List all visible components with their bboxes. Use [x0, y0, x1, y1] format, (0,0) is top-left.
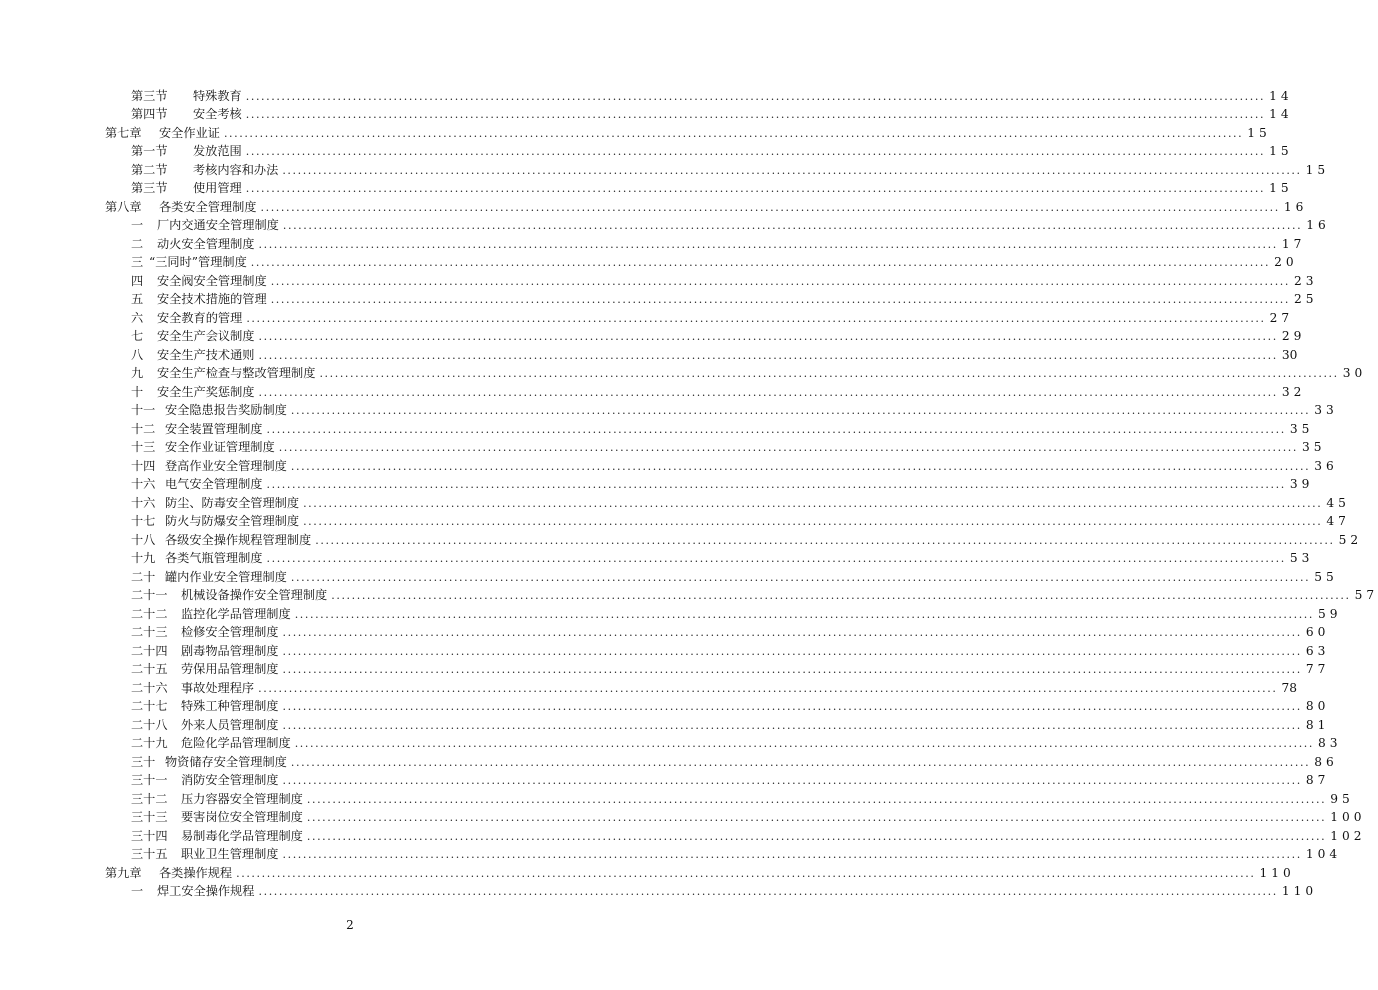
toc-entry-heading [0, 107, 242, 121]
toc-entry-heading [0, 311, 242, 325]
toc-entry-number: 十六 [131, 495, 156, 510]
toc-row [0, 140, 1293, 159]
toc-entry-title: 安全生产会议制度 [157, 329, 255, 343]
toc-entry-number: 第二节 [131, 162, 168, 177]
toc-entry-heading [0, 218, 279, 232]
toc-entry-heading [0, 847, 279, 861]
toc-entry-title: 考核内容和办法 [193, 162, 279, 177]
toc-entry-number: 二十六 [131, 680, 168, 695]
toc-entry-page: 100 [1330, 810, 1366, 824]
toc-leader-dots: ........................................................................................................................................................................................................ [282, 700, 1302, 713]
toc-entry-title: 机械设备操作安全管理制度 [181, 588, 328, 602]
toc-row [0, 806, 1366, 825]
toc-entry-heading [0, 755, 287, 769]
toc-leader-dots: ........................................................................................................................................................................................................ [282, 663, 1302, 676]
toc-row [0, 362, 1367, 381]
toc-entry-number: 二十五 [131, 662, 168, 676]
toc-entry-title: 安全作业证管理制度 [165, 440, 275, 454]
toc-row [0, 750, 1338, 769]
toc-entry-heading [0, 255, 247, 269]
toc-leader-dots: ........................................................................................................................................................................................................ [282, 848, 1302, 861]
toc-entry-heading [0, 884, 255, 898]
toc-row [0, 177, 1293, 196]
toc-leader-dots: ........................................................................................................................................................................................................ [282, 219, 1303, 232]
toc-entry-title: 安全教育的管理 [157, 310, 243, 325]
toc-entry-heading [0, 588, 327, 602]
toc-leader-dots: ........................................................................................................................................................................................................ [303, 496, 1323, 510]
toc-row [0, 547, 1314, 566]
toc-entry-number: 十四 [131, 458, 156, 473]
toc-leader-dots: ........................................................................................................................................................................................................ [236, 866, 1256, 880]
toc-entry-page: 36 [1314, 458, 1338, 473]
toc-entry-heading [0, 551, 263, 565]
toc-entry-page: 33 [1314, 403, 1338, 417]
toc-entry-title: 罐内作业安全管理制度 [165, 569, 287, 584]
toc-leader-dots: ........................................................................................................................................................................................................ [266, 422, 1286, 436]
toc-entry-page: 77 [1305, 662, 1330, 676]
toc-entry-page: 57 [1354, 588, 1378, 602]
toc-leader-dots: ........................................................................................................................................................................................................ [258, 237, 1278, 251]
toc-entry-title: 电气安全管理制度 [165, 477, 263, 491]
toc-entry-number: 二十三 [131, 625, 168, 639]
toc-entry-page: 87 [1305, 773, 1330, 787]
toc-entry-number: 七 [131, 329, 144, 343]
toc-entry-number: 二十 [131, 569, 156, 584]
toc-entry-number: 第三节 [131, 181, 168, 195]
toc-entry-title: 物资储存安全管理制度 [165, 754, 287, 769]
toc-entry-number: 三十三 [131, 810, 168, 824]
toc-leader-dots: ........................................................................................................................................................................................................ [306, 792, 1327, 806]
toc-entry-number: 三十 [131, 754, 156, 769]
toc-row [0, 787, 1354, 806]
toc-entry-number: 十七 [131, 514, 156, 528]
toc-entry-heading [0, 200, 257, 214]
toc-entry-number: 三十五 [131, 847, 168, 861]
toc-entry-number: 二 [131, 236, 144, 251]
toc-entry-number: 十三 [131, 440, 156, 454]
toc-entry-page: 110 [1281, 884, 1318, 898]
toc-entry-heading [0, 422, 263, 436]
toc-entry-number: 二十二 [131, 606, 168, 621]
toc-entry-title: 职业卫生管理制度 [181, 847, 279, 861]
toc-entry-heading [0, 625, 279, 639]
toc-row [0, 565, 1338, 584]
toc-entry-title: 消防安全管理制度 [181, 773, 279, 787]
toc-row [0, 380, 1306, 399]
toc-entry-number: 二十一 [131, 588, 168, 602]
toc-row [0, 251, 1298, 270]
toc-leader-dots: ........................................................................................................................................................................................................ [258, 348, 1278, 362]
toc-entry-page: 110 [1259, 865, 1295, 880]
toc-entry-page: 16 [1283, 199, 1308, 214]
toc-entry-title: 安全生产检查与整改管理制度 [157, 366, 316, 380]
toc-entry-heading [0, 533, 311, 547]
toc-row [0, 269, 1318, 288]
toc-entry-page: 14 [1269, 107, 1293, 121]
toc-leader-dots: ........................................................................................................................................................................................................ [282, 626, 1302, 639]
toc-entry-heading [0, 144, 242, 158]
toc-entry-title: 发放范围 [193, 144, 242, 158]
toc-row [0, 602, 1342, 621]
toc-entry-title: 动火安全管理制度 [157, 236, 255, 251]
toc-entry-heading [0, 773, 279, 787]
toc-entry-title: 剧毒物品管理制度 [181, 643, 279, 658]
toc-entry-page: 102 [1330, 828, 1366, 843]
toc-entry-number: 二十九 [131, 736, 168, 750]
toc-entry-heading [0, 403, 287, 417]
toc-leader-dots: ........................................................................................................................................................................................................ [282, 644, 1302, 658]
toc-leader-dots: ........................................................................................................................................................................................................ [319, 367, 1339, 380]
toc-entry-heading [0, 736, 291, 750]
toc-entry-heading [0, 274, 267, 288]
toc-entry-heading [0, 496, 299, 510]
toc-entry-page: 95 [1330, 791, 1354, 806]
toc-entry-title: 易制毒化学品管理制度 [181, 828, 303, 843]
toc-entry-number: 五 [131, 292, 144, 306]
toc-entry-title: 各类气瓶管理制度 [165, 551, 263, 565]
toc-entry-number: 四 [131, 273, 144, 288]
toc-entry-heading [0, 459, 287, 473]
toc-entry-heading [0, 348, 255, 362]
toc-entry-number: 十二 [131, 421, 156, 436]
toc-entry-title: 安全技术措施的管理 [157, 292, 267, 306]
toc-entry-heading [0, 681, 254, 695]
toc-entry-title: 登高作业安全管理制度 [165, 458, 287, 473]
toc-entry-heading [0, 163, 278, 177]
toc-row [0, 343, 1298, 362]
toc-leader-dots: ........................................................................................................................................................................................................ [290, 570, 1311, 584]
toc-entry-page: 53 [1289, 551, 1314, 565]
toc-row [0, 658, 1330, 677]
toc-entry-page: 52 [1338, 532, 1363, 547]
toc-entry-title: 安全生产奖惩制度 [157, 384, 255, 399]
toc-leader-dots: ........................................................................................................................................................................................................ [303, 515, 1323, 528]
toc-entry-page: 29 [1281, 329, 1306, 343]
toc-entry-number: 三 [131, 255, 144, 269]
toc-entry-title: 外来人员管理制度 [181, 717, 279, 732]
toc-entry-number: 第九章 [105, 865, 142, 880]
toc-leader-dots: ........................................................................................................................................................................................................ [246, 311, 1266, 325]
toc-entry-page: 104 [1305, 847, 1342, 861]
toc-entry-page: 30 [1281, 347, 1298, 362]
toc-entry-heading [0, 385, 255, 399]
toc-entry-page: 25 [1294, 292, 1318, 306]
toc-leader-dots: ........................................................................................................................................................................................................ [290, 404, 1311, 417]
toc-row [0, 732, 1342, 751]
toc-leader-dots: ........................................................................................................................................................................................................ [315, 533, 1335, 547]
toc-entry-page: 15 [1269, 144, 1293, 158]
toc-entry-page: 63 [1305, 643, 1330, 658]
toc-row [0, 639, 1330, 658]
page-number: 2 [346, 918, 354, 932]
toc-entry-page: 15 [1247, 125, 1271, 140]
toc-row [0, 880, 1318, 899]
toc-row [0, 621, 1330, 640]
toc-row [0, 399, 1338, 418]
toc-leader-dots: ........................................................................................................................................................................................................ [245, 108, 1266, 121]
toc-entry-number: 八 [131, 347, 144, 362]
toc-entry-number: 第三节 [131, 88, 168, 103]
toc-row [0, 528, 1363, 547]
toc-entry-number: 第八章 [105, 199, 142, 214]
toc-leader-dots: ........................................................................................................................................................................................................ [266, 552, 1286, 565]
toc-entry-page: 45 [1326, 495, 1350, 510]
toc-entry-number: 二十七 [131, 699, 168, 713]
toc-entry-number: 二十八 [131, 717, 168, 732]
toc-leader-dots: ........................................................................................................................................................................................................ [245, 182, 1266, 195]
toc-entry-number: 十一 [131, 403, 156, 417]
toc-leader-dots: ........................................................................................................................................................................................................ [282, 718, 1302, 732]
toc-entry-page: 86 [1314, 754, 1338, 769]
toc-entry-heading [0, 866, 232, 880]
toc-row [0, 325, 1306, 344]
toc-entry-page: 80 [1305, 699, 1330, 713]
toc-row [0, 769, 1330, 788]
toc-leader-dots: ........................................................................................................................................................................................................ [306, 811, 1327, 824]
toc-leader-dots: ........................................................................................................................................................................................................ [270, 293, 1291, 306]
toc-leader-dots: ........................................................................................................................................................................................................ [306, 829, 1327, 843]
toc-leader-dots: ........................................................................................................................................................................................................ [294, 737, 1315, 750]
toc-entry-title: 要害岗位安全管理制度 [181, 810, 303, 824]
toc-row [0, 306, 1294, 325]
toc-entry-page: 47 [1326, 514, 1350, 528]
toc-entry-title: 厂内交通安全管理制度 [157, 218, 279, 232]
toc-entry-heading [0, 89, 242, 103]
toc-entry-title: 压力容器安全管理制度 [181, 791, 303, 806]
toc-entry-page: 15 [1305, 162, 1330, 177]
toc-entry-title: 防火与防爆安全管理制度 [165, 514, 300, 528]
toc-entry-heading [0, 181, 242, 195]
toc-entry-page: 17 [1281, 236, 1306, 251]
toc-entry-page: 15 [1269, 181, 1293, 195]
toc-entry-title: 各级安全操作规程管理制度 [165, 532, 312, 547]
toc-entry-heading [0, 829, 303, 843]
toc-entry-page: 60 [1305, 625, 1330, 639]
toc-entry-heading [0, 644, 279, 658]
toc-leader-dots: ........................................................................................................................................................................................................ [258, 681, 1278, 695]
toc-leader-dots: ........................................................................................................................................................................................................ [258, 385, 1278, 399]
toc-row [0, 861, 1295, 880]
toc-entry-page: 78 [1281, 680, 1297, 695]
toc-entry-heading [0, 126, 220, 140]
toc-entry-title: 安全考核 [193, 107, 242, 121]
toc-leader-dots: ........................................................................................................................................................................................................ [260, 200, 1280, 214]
toc-row [0, 121, 1271, 140]
toc-row [0, 695, 1330, 714]
toc-leader-dots: ........................................................................................................................................................................................................ [278, 441, 1299, 454]
toc-entry-heading [0, 237, 255, 251]
toc-entry-title: 防尘、防毒安全管理制度 [165, 495, 300, 510]
toc-entry-page: 55 [1314, 569, 1338, 584]
toc-entry-title: 安全阀安全管理制度 [157, 273, 267, 288]
toc-leader-dots: ........................................................................................................................................................................................................ [266, 478, 1286, 491]
toc-entry-page: 14 [1269, 88, 1293, 103]
toc-entry-page: 30 [1342, 366, 1367, 380]
toc-leader-dots: ........................................................................................................................................................................................................ [270, 274, 1291, 288]
toc-row [0, 584, 1378, 603]
toc-leader-dots: ........................................................................................................................................................................................................ [258, 885, 1278, 898]
toc-entry-heading [0, 292, 267, 306]
toc-leader-dots: ........................................................................................................................................................................................................ [290, 755, 1311, 769]
toc-entry-title: 安全隐患报告奖励制度 [165, 403, 287, 417]
toc-entry-title: “三同时”管理制度 [149, 255, 247, 269]
toc-entry-number: 三十四 [131, 828, 168, 843]
toc-row [0, 843, 1342, 862]
toc-entry-title: 检修安全管理制度 [181, 625, 279, 639]
toc-entry-heading [0, 810, 303, 824]
toc-row [0, 288, 1318, 307]
toc-entry-title: 监控化学品管理制度 [181, 606, 291, 621]
toc-row [0, 436, 1326, 455]
toc-row [0, 214, 1330, 233]
toc-leader-dots: ........................................................................................................................................................................................................ [258, 330, 1278, 343]
toc-row [0, 84, 1293, 103]
toc-leader-dots: ........................................................................................................................................................................................................ [282, 163, 1302, 177]
toc-entry-page: 32 [1281, 384, 1306, 399]
toc-entry-page: 27 [1269, 310, 1294, 325]
toc-entry-heading [0, 514, 299, 528]
toc-entry-heading [0, 329, 255, 343]
toc-entry-heading [0, 662, 279, 676]
toc-leader-dots: ........................................................................................................................................................................................................ [294, 607, 1315, 621]
toc-entry-heading [0, 440, 275, 454]
toc-entry-heading [0, 718, 279, 732]
toc-leader-dots: ........................................................................................................................................................................................................ [331, 589, 1351, 602]
toc-entry-number: 十八 [131, 532, 156, 547]
toc-entry-heading [0, 570, 287, 584]
toc-row [0, 824, 1366, 843]
toc-leader-dots: ........................................................................................................................................................................................................ [245, 89, 1266, 103]
toc-leader-dots: ........................................................................................................................................................................................................ [245, 145, 1266, 158]
toc-entry-page: 16 [1306, 218, 1330, 232]
toc-entry-title: 劳保用品管理制度 [181, 662, 279, 676]
toc-entry-title: 安全生产技术通则 [157, 347, 255, 362]
toc-row [0, 510, 1350, 529]
toc-row [0, 232, 1306, 251]
toc-entry-heading [0, 699, 279, 713]
toc-leader-dots: ........................................................................................................................................................................................................ [223, 126, 1244, 140]
toc-leader-dots: ........................................................................................................................................................................................................ [250, 256, 1271, 269]
toc-row [0, 454, 1338, 473]
toc-entry-title: 焊工安全操作规程 [157, 884, 255, 898]
toc-entry-title: 特殊工种管理制度 [181, 699, 279, 713]
toc-entry-title: 安全装置管理制度 [165, 421, 263, 436]
toc-entry-title: 特殊教育 [193, 88, 242, 103]
toc-row [0, 195, 1308, 214]
toc-entry-number: 一 [131, 218, 144, 232]
toc-entry-title: 各类安全管理制度 [159, 199, 257, 214]
toc-row [0, 676, 1297, 695]
toc-entry-page: 83 [1318, 736, 1342, 750]
toc-entry-page: 81 [1305, 717, 1330, 732]
toc-entry-heading [0, 366, 315, 380]
toc-row [0, 158, 1330, 177]
toc-entry-number: 一 [131, 884, 144, 898]
table-of-contents [0, 84, 1378, 898]
toc-entry-number: 三十一 [131, 773, 168, 787]
toc-entry-heading [0, 607, 291, 621]
toc-row [0, 103, 1293, 122]
toc-row [0, 473, 1314, 492]
toc-row [0, 417, 1314, 436]
toc-entry-title: 危险化学品管理制度 [181, 736, 291, 750]
toc-entry-title: 事故处理程序 [181, 680, 255, 695]
toc-entry-number: 九 [131, 366, 144, 380]
toc-entry-page: 35 [1289, 421, 1314, 436]
toc-row [0, 491, 1350, 510]
toc-entry-heading [0, 792, 303, 806]
toc-entry-number: 十 [131, 384, 144, 399]
toc-entry-page: 23 [1294, 273, 1318, 288]
toc-leader-dots: ........................................................................................................................................................................................................ [282, 774, 1302, 787]
toc-leader-dots: ........................................................................................................................................................................................................ [290, 459, 1311, 473]
toc-entry-number: 第七章 [105, 125, 142, 140]
toc-entry-number: 二十四 [131, 643, 168, 658]
toc-entry-title: 各类操作规程 [159, 865, 233, 880]
toc-entry-heading [0, 477, 263, 491]
toc-entry-number: 六 [131, 310, 144, 325]
toc-entry-title: 安全作业证 [159, 125, 220, 140]
toc-entry-number: 三十二 [131, 791, 168, 806]
toc-entry-title: 使用管理 [193, 181, 242, 195]
toc-entry-page: 20 [1274, 255, 1298, 269]
toc-entry-page: 35 [1302, 440, 1326, 454]
toc-entry-page: 59 [1318, 606, 1342, 621]
toc-entry-number: 十九 [131, 551, 156, 565]
toc-entry-number: 第四节 [131, 107, 168, 121]
toc-entry-number: 十六 [131, 477, 156, 491]
toc-entry-number: 第一节 [131, 144, 168, 158]
toc-entry-page: 39 [1289, 477, 1314, 491]
toc-row [0, 713, 1330, 732]
